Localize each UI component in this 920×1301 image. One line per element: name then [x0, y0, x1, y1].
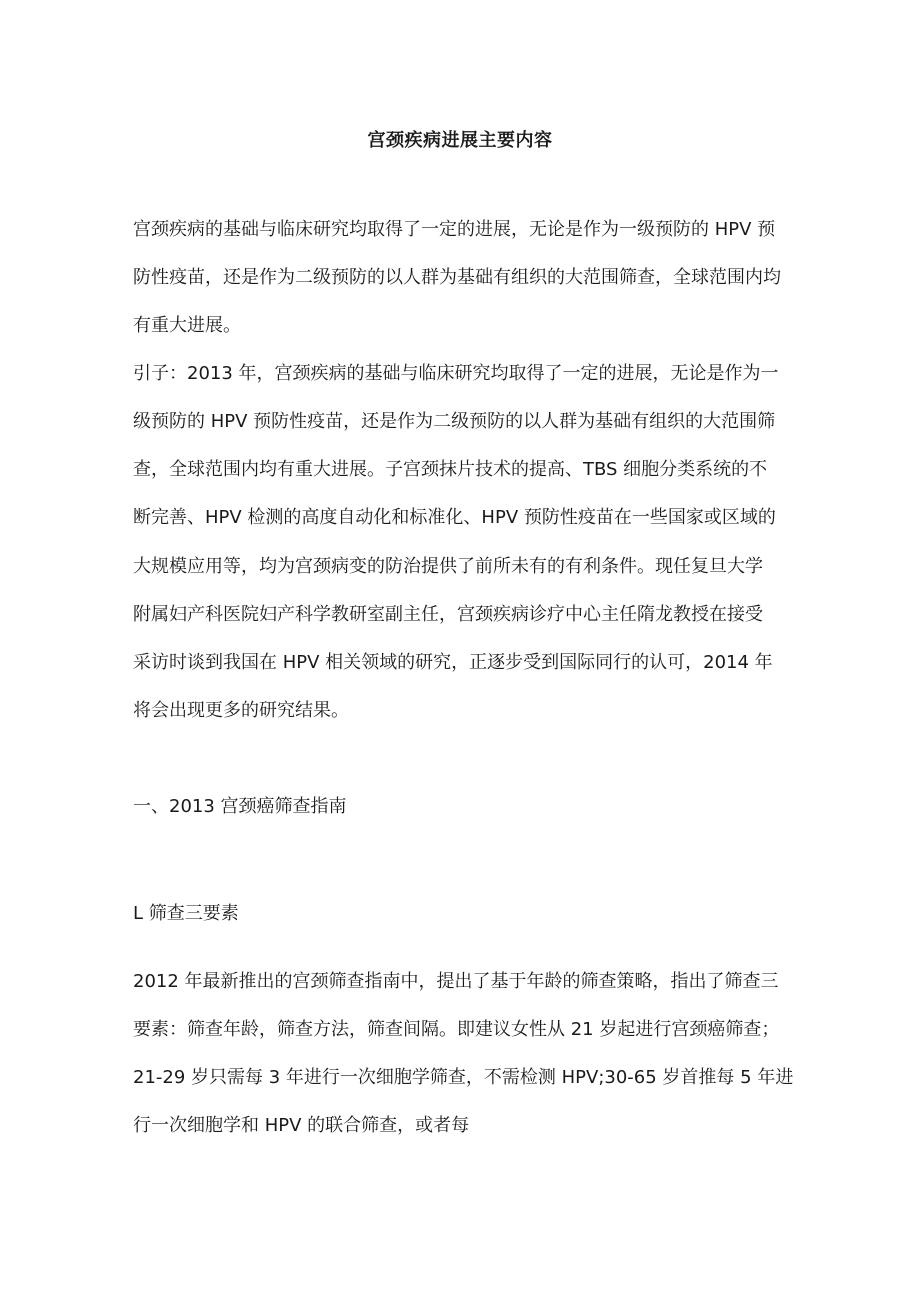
- body-line: 2012 年最新推出的宫颈筛查指南中，提出了基于年龄的筛查策略，指出了筛查三: [133, 971, 779, 992]
- document-title: 宫颈疾病进展主要内容: [367, 130, 553, 151]
- intro-line: 将会出现更多的研究结果。: [133, 700, 349, 721]
- intro-line: 采访时谈到我国在 HPV 相关领域的研究，正逐步受到国际同行的认可，2014 年: [133, 652, 773, 673]
- body-line: 要素：筛查年龄，筛查方法，筛查间隔。即建议女性从 21 岁起进行宫颈癌筛查；: [133, 1019, 780, 1040]
- intro-line: 断完善、HPV 检测的高度自动化和标准化、HPV 预防性疫苗在一些国家或区域的: [133, 507, 776, 528]
- summary-line: 宫颈疾病的基础与临床研究均取得了一定的进展，无论是作为一级预防的 HPV 预: [133, 219, 776, 240]
- summary-line: 有重大进展。: [133, 315, 241, 336]
- intro-line: 查，全球范围内均有重大进展。子宫颈抹片技术的提高、TBS 细胞分类系统的不: [133, 459, 768, 480]
- section-heading: 一、2013 宫颈癌筛查指南: [133, 796, 347, 817]
- intro-line: 引子：2013 年，宫颈疾病的基础与临床研究均取得了一定的进展，无论是作为一: [133, 363, 779, 384]
- intro-line: 大规模应用等，均为宫颈病变的防治提供了前所未有的有利条件。现任复旦大学: [133, 556, 763, 577]
- subsection-heading: L 筛查三要素: [133, 903, 239, 924]
- body-line: 行一次细胞学和 HPV 的联合筛查，或者每: [133, 1115, 470, 1136]
- summary-line: 防性疫苗，还是作为二级预防的以人群为基础有组织的大范围筛查，全球范围内均: [133, 267, 781, 288]
- intro-line: 级预防的 HPV 预防性疫苗，还是作为二级预防的以人群为基础有组织的大范围筛: [133, 411, 776, 432]
- body-line: 21-29 岁只需每 3 年进行一次细胞学筛查，不需检测 HPV;30-65 岁首推每 5 年进: [133, 1067, 794, 1088]
- intro-line: 附属妇产科医院妇产科学教研室副主任，宫颈疾病诊疗中心主任隋龙教授在接受: [133, 604, 763, 625]
